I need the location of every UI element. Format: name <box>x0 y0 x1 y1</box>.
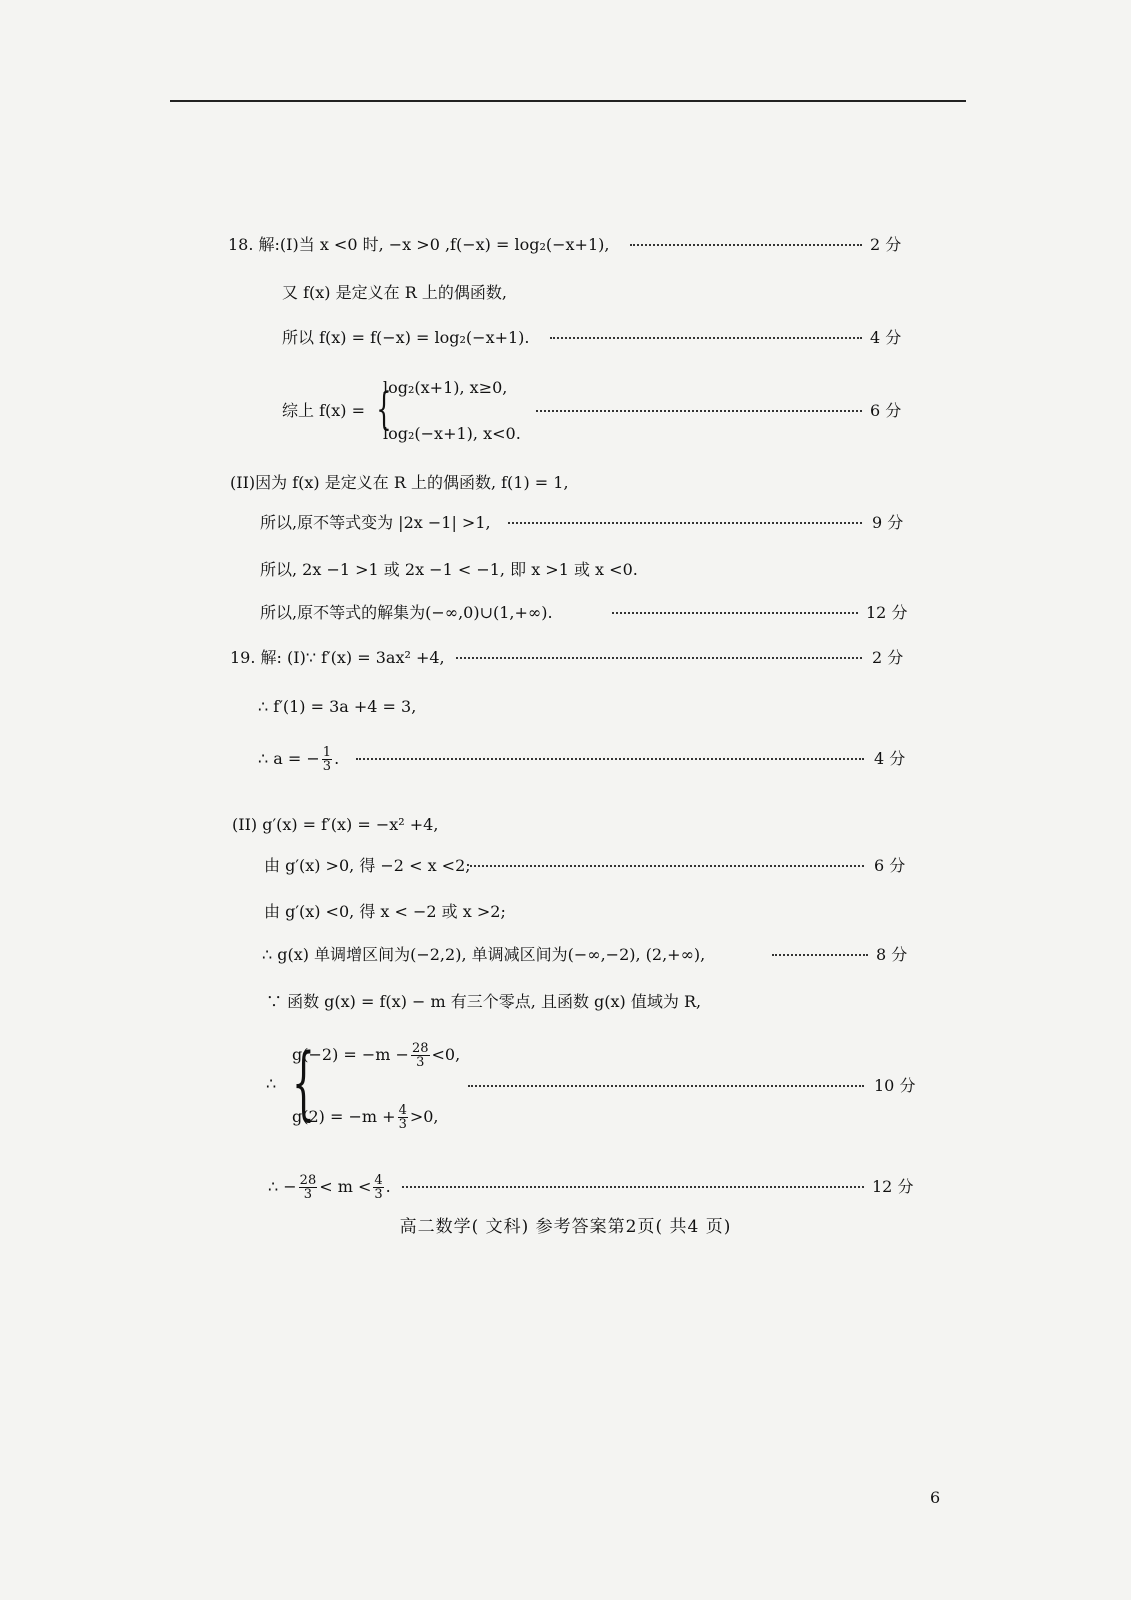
q18-line-8-text: 所以,原不等式的解集为(−∞,0)∪(1,+∞). <box>260 603 553 622</box>
dot-leader <box>402 1186 864 1188</box>
q19-line-7-text: ∴ g(x) 单调增区间为(−2,2), 单调减区间为(−∞,−2), (2,+∞), <box>262 945 706 964</box>
q19-line-2-text: ∴ f′(1) = 3a +4 = 3, <box>258 697 417 716</box>
fraction-denominator: 3 <box>398 1117 407 1132</box>
fraction <box>322 746 332 773</box>
q19-score-1: 2 分 <box>872 648 904 667</box>
q18-line-1-text: 18. 解:(I)当 x <0 时, −x >0 ,f(−x) = log₂(−x+1), <box>228 235 610 254</box>
left-brace: { <box>376 384 392 435</box>
q18-piecewise-prefix: 综上 f(x) = <box>282 401 366 420</box>
dot-leader <box>536 410 862 412</box>
q19-a-suffix: . <box>334 749 340 768</box>
q19-line-3-text <box>258 744 339 774</box>
dot-leader <box>356 758 864 760</box>
final-mid: < m < <box>319 1177 372 1196</box>
q19-line-7 <box>0 940 1131 970</box>
q19-line-1 <box>0 643 1131 673</box>
q18-score-4: 6 分 <box>870 401 902 420</box>
fraction <box>373 1174 383 1201</box>
q18-score-3: 4 分 <box>870 328 902 347</box>
fraction-denominator: 3 <box>322 759 332 774</box>
dot-leader <box>508 522 862 524</box>
sys1-prefix: g(−2) = −m − <box>292 1045 409 1064</box>
q18-line-5 <box>0 468 1131 498</box>
q18-piecewise-case-2: log₂(−x+1), x<0. <box>383 424 521 443</box>
therefore-symbol: ∴ <box>266 1074 277 1093</box>
q19-a-prefix: ∴ a = − <box>258 749 320 768</box>
q19-line-4 <box>0 810 1131 840</box>
fraction-numerator: 1 <box>322 745 332 760</box>
q19-line-8 <box>0 987 1131 1017</box>
fraction-numerator: 28 <box>411 1041 429 1056</box>
q19-system-line-2 <box>292 1104 439 1131</box>
q19-line-6-text: 由 g′(x) <0, 得 x < −2 或 x >2; <box>264 902 506 921</box>
q19-final-line <box>0 1172 1131 1202</box>
q19-line-3 <box>0 744 1131 774</box>
dot-leader <box>468 1085 864 1087</box>
final-suffix: . <box>385 1177 391 1196</box>
page-footer: 高二数学( 文科) 参考答案第2页( 共4 页) <box>399 1217 732 1237</box>
q18-line-7 <box>0 555 1131 585</box>
final-prefix: ∴ − <box>268 1177 297 1196</box>
q19-system-line-1 <box>292 1042 460 1069</box>
q19-line-2 <box>0 692 1131 722</box>
q18-line-2-text: 又 f(x) 是定义在 R 上的偶函数, <box>282 283 507 302</box>
q19-score-final: 12 分 <box>872 1177 914 1196</box>
q19-line-4-text: (II) g′(x) = f′(x) = −x² +4, <box>232 815 439 834</box>
dot-leader <box>550 337 862 339</box>
fraction-denominator: 3 <box>303 1187 313 1202</box>
q18-line-5-text: (II)因为 f(x) 是定义在 R 上的偶函数, f(1) = 1, <box>230 473 569 492</box>
q18-line-3 <box>0 323 1131 353</box>
q19-final-text <box>268 1172 391 1202</box>
q19-line-5-text: 由 g′(x) >0, 得 −2 < x <2; <box>264 856 471 875</box>
q19-system-score-line <box>0 1071 1131 1101</box>
q18-line-3-text: 所以 f(x) = f(−x) = log₂(−x+1). <box>282 328 530 347</box>
q19-line-1-text: 19. 解: (I)∵ f′(x) = 3ax² +4, <box>230 648 445 667</box>
q19-score-7: 8 分 <box>876 945 908 964</box>
dot-leader <box>470 865 864 867</box>
q18-score-8: 12 分 <box>866 603 908 622</box>
fraction-numerator: 4 <box>374 1173 383 1188</box>
q19-line-8-text: ∵ 函数 g(x) = f(x) − m 有三个零点, 且函数 g(x) 值域为 R, <box>266 992 702 1011</box>
dot-leader <box>612 612 858 614</box>
q18-line-1 <box>0 230 1131 260</box>
q18-line-8 <box>0 598 1131 628</box>
q18-line-4 <box>0 396 1131 426</box>
dot-leader <box>630 244 862 246</box>
fraction <box>411 1042 430 1069</box>
fraction <box>398 1104 408 1131</box>
q18-score-6: 9 分 <box>872 513 904 532</box>
q18-piecewise-case-1: log₂(x+1), x≥0, <box>383 378 508 397</box>
q19-score-3: 4 分 <box>874 749 906 768</box>
q18-line-6 <box>0 508 1131 538</box>
q19-line-6 <box>0 897 1131 927</box>
q18-score-1: 2 分 <box>870 235 902 254</box>
fraction <box>299 1174 318 1201</box>
dot-leader <box>772 954 868 956</box>
sys2-suffix: >0, <box>409 1107 439 1126</box>
q18-line-2 <box>0 278 1131 308</box>
fraction-numerator: 28 <box>299 1173 317 1188</box>
q19-score-5: 6 分 <box>874 856 906 875</box>
page-number: 6 <box>930 1488 941 1507</box>
fraction-denominator: 3 <box>374 1187 383 1202</box>
top-rule <box>170 100 966 102</box>
sys2-prefix: g(2) = −m + <box>292 1107 396 1126</box>
fraction-denominator: 3 <box>416 1055 425 1070</box>
dot-leader <box>456 657 862 659</box>
q19-score-system: 10 分 <box>874 1076 916 1095</box>
sys1-suffix: <0, <box>431 1045 461 1064</box>
left-brace: { <box>291 1036 315 1129</box>
fraction-numerator: 4 <box>398 1103 407 1118</box>
q18-line-6-text: 所以,原不等式变为 |2x −1| >1, <box>260 513 491 532</box>
q19-line-5 <box>0 851 1131 881</box>
q18-line-7-text: 所以, 2x −1 >1 或 2x −1 < −1, 即 x >1 或 x <0. <box>260 560 638 579</box>
